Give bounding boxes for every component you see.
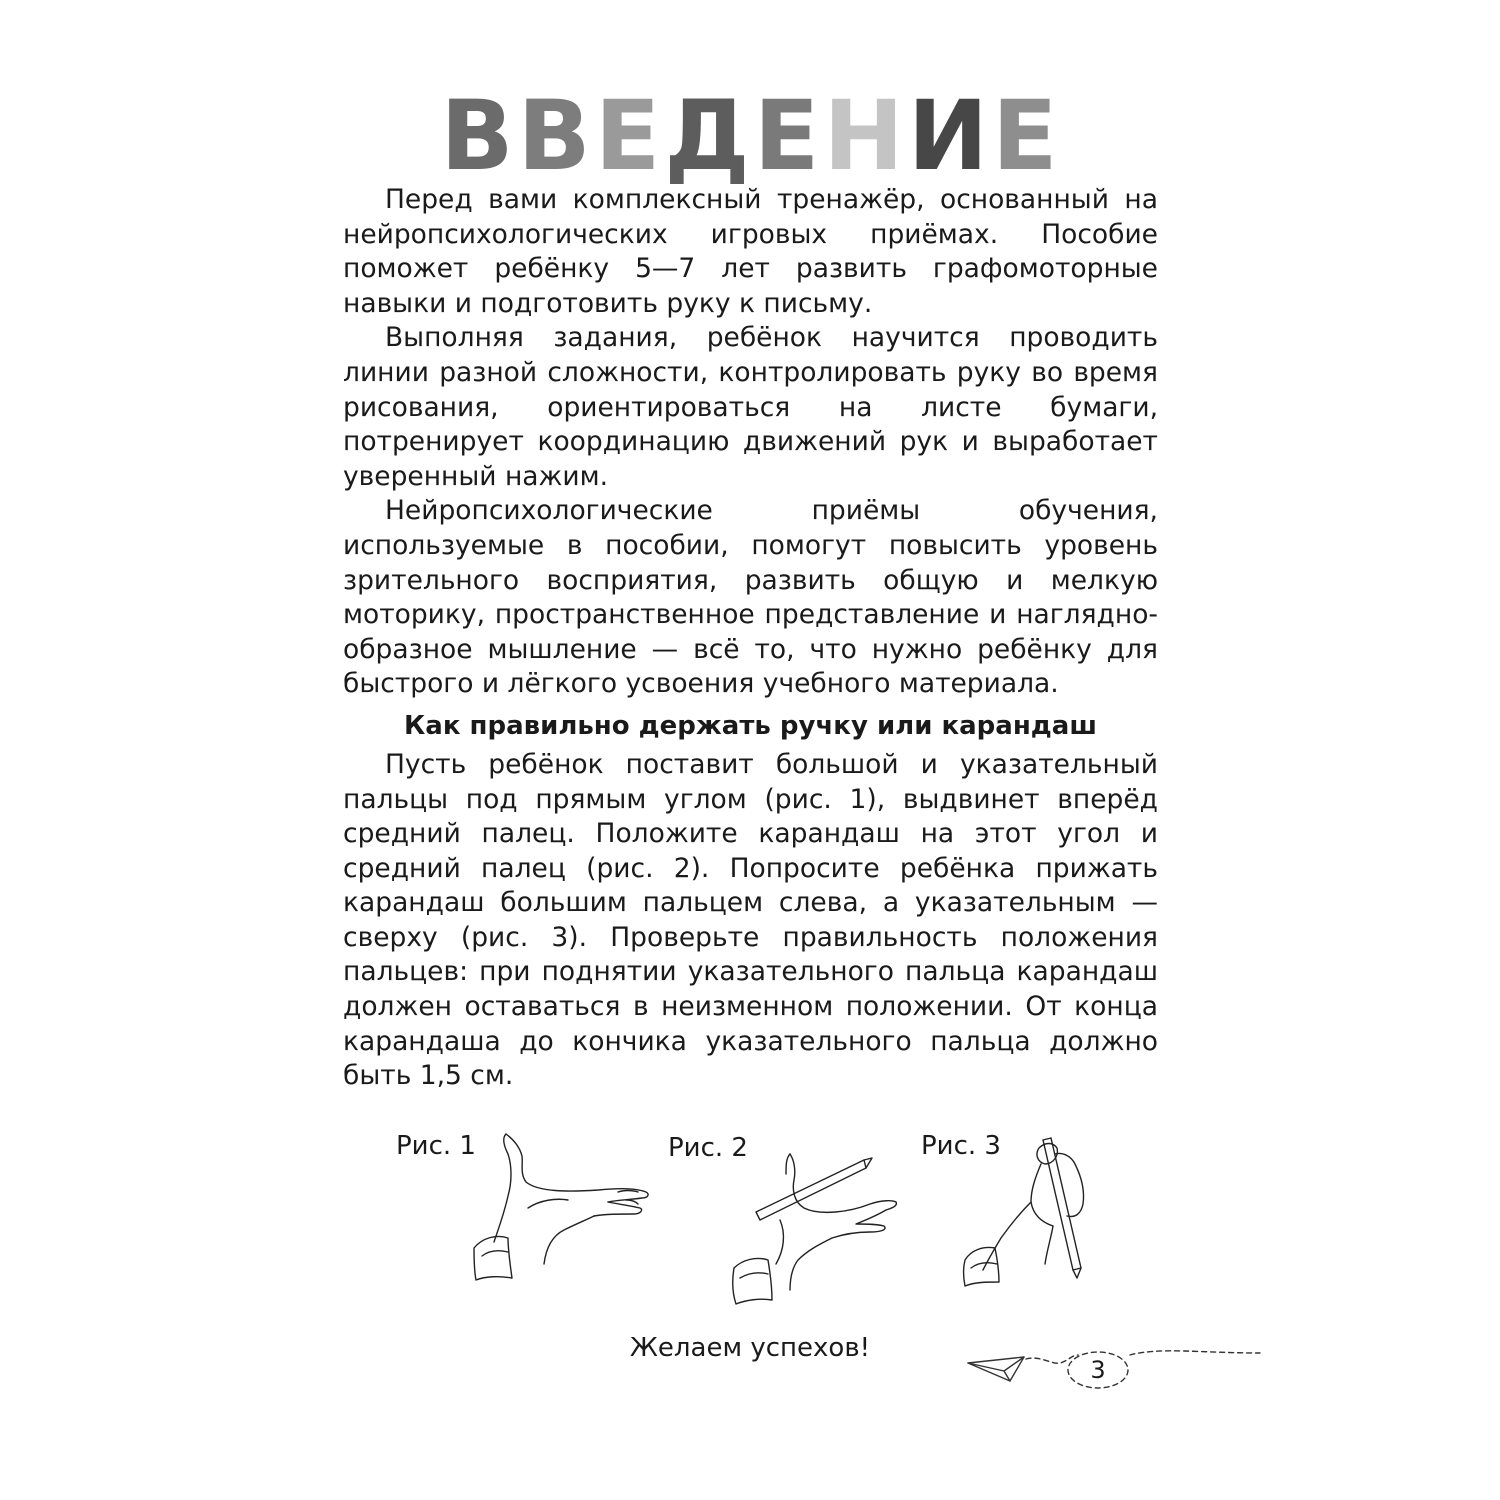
section-paragraph: Пусть ребёнок поставит большой и указательный пальцы под прямым углом (рис. 1), выдвинет вперёд средний палец. Положите карандаш на этот угол и средний палец (рис. 2). Попросите ребёнка прижать карандаш большим пальцем слева, а указательным — сверху (рис. 3). Проверьте правильность положения пальцев: при поднятии указательного пальца карандаш должен оставаться в неизменном положении. От конца карандаша до кончика указательного пальца должно быть 1,5 см.: [343, 748, 1158, 1092]
closing-wish: Желаем успехов!: [629, 1333, 871, 1363]
page-title: [0, 80, 1500, 192]
section-heading: Как правильно держать ручку или карандаш: [404, 710, 1097, 741]
page-number: 3: [1090, 1356, 1106, 1384]
paragraph: Перед вами комплексный тренажёр, основанный на нейропсихологических игровых приёмах. Пособие поможет ребёнку 5—7 лет развить графомоторные навыки и подготовить руку к письму.: [343, 184, 1158, 319]
title-letter: И: [907, 80, 991, 192]
title-letter: В: [440, 80, 516, 192]
hand-figure-2-illustration: [720, 1150, 920, 1310]
paragraph: Нейропсихологические приёмы обучения, используемые в пособии, помогут повысить уровень зрительного восприятия, развить общую и мелкую моторику, пространственное представление и наглядно-образное мышление — всё то, что нужно ребёнку для быстрого и лёгкого усвоения учебного материала.: [343, 495, 1158, 700]
hand-figure-3-illustration: [955, 1130, 1105, 1290]
title-letter: В: [517, 80, 593, 192]
figure-1-label: Рис. 1: [396, 1131, 476, 1161]
paragraph: Выполняя задания, ребёнок научится проводить линии разной сложности, контролировать руку во время рисования, ориентироваться на листе бумаги, потренирует координацию движений рук и выработает уверенный нажим.: [343, 322, 1158, 492]
title-letter: Д: [664, 80, 752, 192]
title-letter: Е: [594, 80, 663, 192]
figure-2-label: Рис. 2: [668, 1133, 748, 1163]
main-text: [343, 183, 1158, 1094]
figure-3-label: Рис. 3: [921, 1131, 1001, 1161]
title-letter: Е: [753, 80, 822, 192]
hand-figure-1-illustration: [468, 1130, 658, 1290]
title-letter: Н: [823, 80, 906, 192]
title-letter: Е: [992, 80, 1060, 192]
